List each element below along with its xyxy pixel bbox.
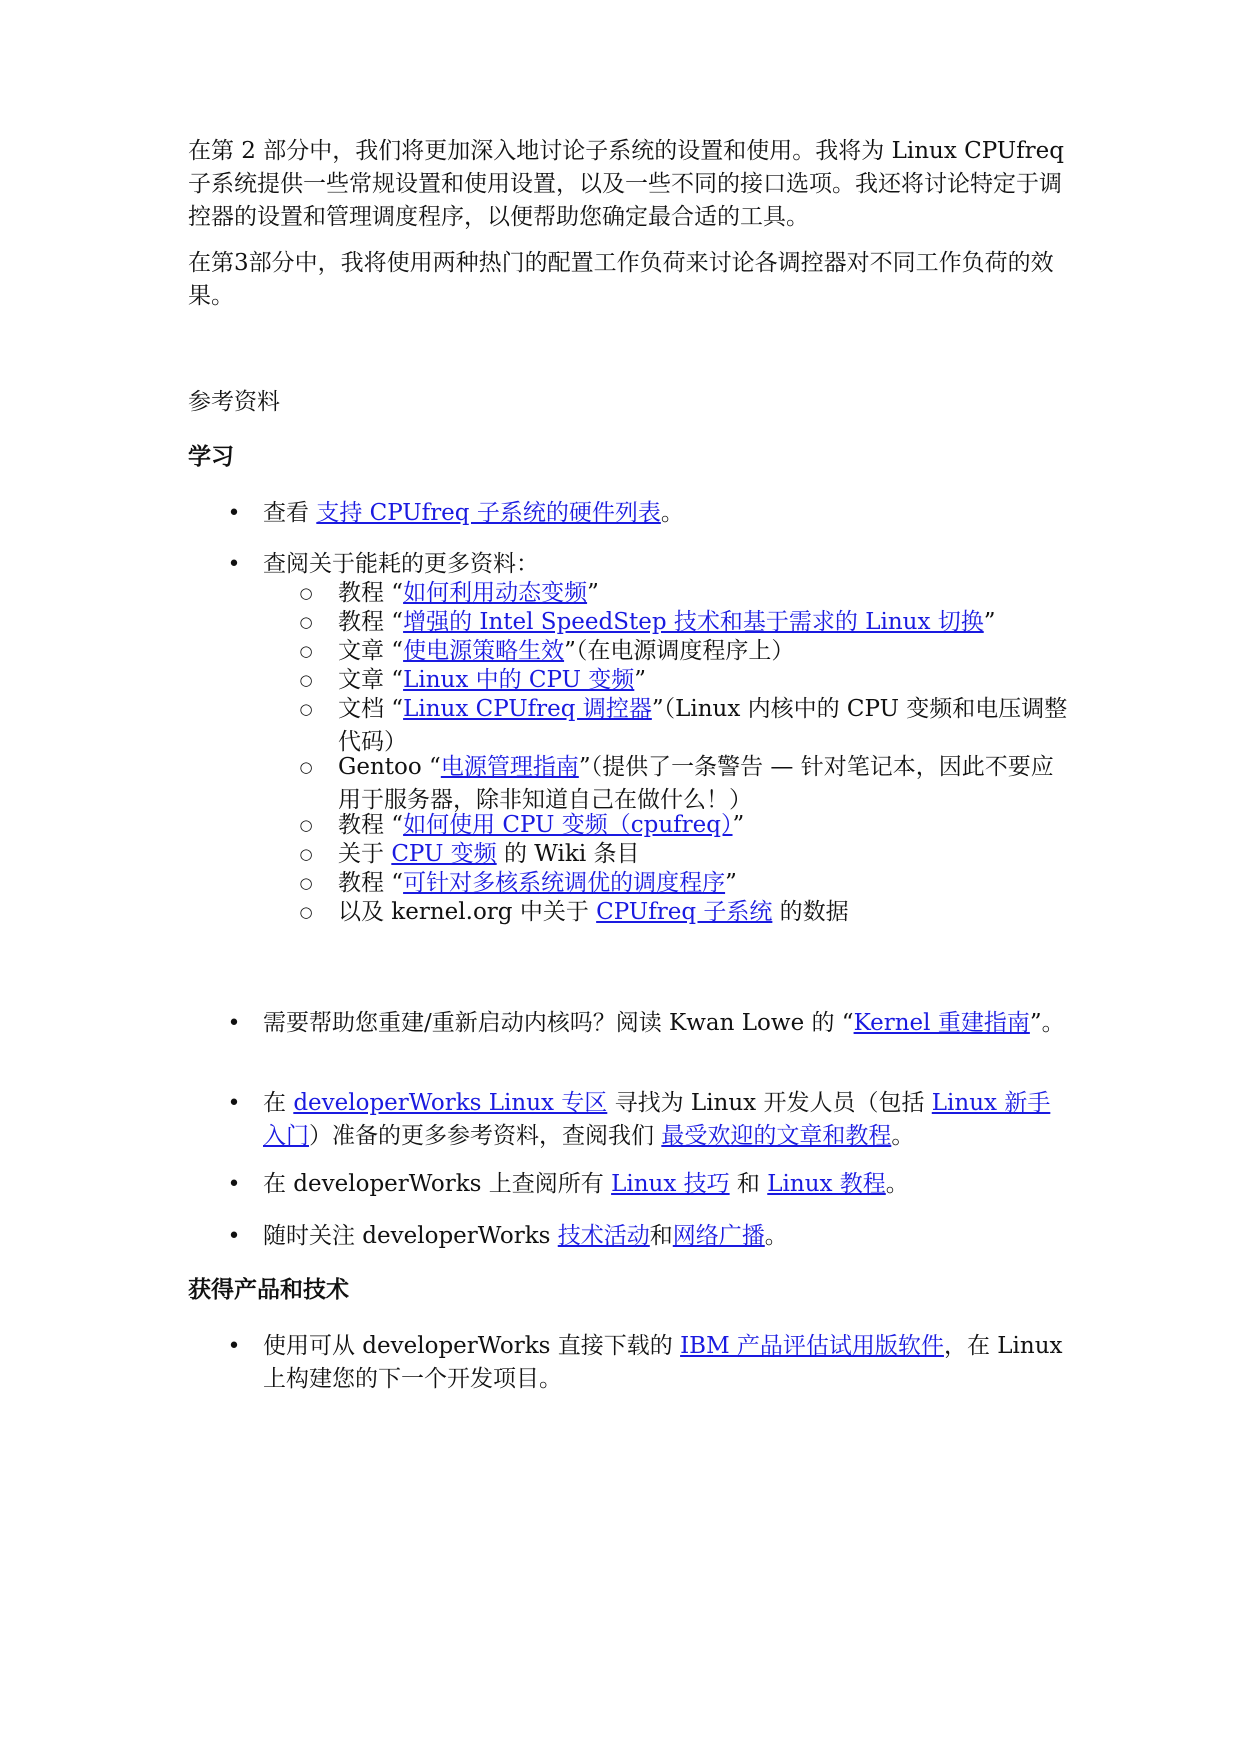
kernel-org-cpufreq-link[interactable]: CPUfreq 子系统 <box>596 899 773 925</box>
linux-cpu-freq-article-link[interactable]: Linux 中的 CPU 变频 <box>403 667 635 693</box>
linux-tips-link[interactable]: Linux 技巧 <box>611 1171 730 1197</box>
bullet-icon: • <box>227 1172 241 1197</box>
linux-tutorials-link[interactable]: Linux 教程 <box>767 1171 886 1197</box>
linux-newbie-link[interactable]: Linux 新手入门 <box>263 1090 1051 1149</box>
products-heading: 获得产品和技术 <box>188 1277 349 1303</box>
bullet-text: 需要帮助您重建/重新启动内核吗？阅读 Kwan Lowe 的 “Kernel 重建指南”。 <box>263 1010 1065 1036</box>
kernel-rebuild-guide-link[interactable]: Kernel 重建指南 <box>853 1010 1030 1036</box>
power-policy-article-link[interactable]: 使电源策略生效 <box>403 638 565 664</box>
resources-title: 参考资料 <box>188 389 280 415</box>
circle-bullet-icon: ○ <box>299 613 313 631</box>
circle-bullet-icon: ○ <box>299 903 313 921</box>
bullet-icon: • <box>227 1334 241 1359</box>
speedstep-tutorial-link[interactable]: 增强的 Intel SpeedStep 技术和基于需求的 Linux 切换 <box>403 609 984 635</box>
developerworks-linux-zone-link[interactable]: developerWorks Linux 专区 <box>293 1090 608 1116</box>
bullet-text: 在 developerWorks Linux 专区 寻找为 Linux 开发人员（包括 Linux 新手入门）准备的更多参考资料，查阅我们 最受欢迎的文章和教程。 <box>263 1090 1051 1149</box>
multicore-scheduler-tutorial-link[interactable]: 可针对多核系统调优的调度程序 <box>403 870 726 896</box>
bullet-icon: • <box>227 1011 241 1036</box>
bullet-text: 查看 支持 CPUfreq 子系统的硬件列表。 <box>263 500 684 526</box>
tech-events-link[interactable]: 技术活动 <box>557 1223 650 1249</box>
dynamic-freq-tutorial-link[interactable]: 如何利用动态变频 <box>403 580 588 606</box>
popular-articles-link[interactable]: 最受欢迎的文章和教程 <box>661 1123 892 1149</box>
circle-bullet-icon: ○ <box>299 758 313 776</box>
circle-bullet-icon: ○ <box>299 671 313 689</box>
gentoo-power-guide-link[interactable]: 电源管理指南 <box>440 754 579 780</box>
circle-bullet-icon: ○ <box>299 874 313 892</box>
bullet-icon: • <box>227 552 241 577</box>
circle-bullet-icon: ○ <box>299 816 313 834</box>
bullet-icon: • <box>227 1224 241 1249</box>
circle-bullet-icon: ○ <box>299 584 313 602</box>
cpufreq-governors-doc-link[interactable]: Linux CPUfreq 调控器 <box>403 696 652 722</box>
circle-bullet-icon: ○ <box>299 845 313 863</box>
circle-bullet-icon: ○ <box>299 700 313 718</box>
bullet-text: 使用可从 developerWorks 直接下载的 IBM 产品评估试用版软件，在 Linux 上构建您的下一个开发项目。 <box>263 1333 1063 1392</box>
circle-bullet-icon: ○ <box>299 642 313 660</box>
cpufreq-howto-tutorial-link[interactable]: 如何使用 CPU 变频（cpufreq） <box>403 812 733 838</box>
intro-paragraph-1: 在第 2 部分中，我们将更加深入地讨论子系统的设置和使用。我将为 Linux CPUfreq 子系统提供一些常规设置和使用设置，以及一些不同的接口选项。我还将讨论特定于调控器的设置和管理调度程序，以便帮助您确定最合适的工具。 <box>188 138 1064 230</box>
bullet-icon: • <box>227 1091 241 1116</box>
webcasts-link[interactable]: 网络广播 <box>672 1223 765 1249</box>
hardware-list-link[interactable]: 支持 CPUfreq 子系统的硬件列表 <box>316 500 661 526</box>
cpu-freq-wiki-link[interactable]: CPU 变频 <box>391 841 497 867</box>
bullet-text: 查阅关于能耗的更多资料： <box>263 551 539 577</box>
bullet-text: 在 developerWorks 上查阅所有 Linux 技巧 和 Linux 教程。 <box>263 1171 909 1197</box>
learn-heading: 学习 <box>188 444 234 470</box>
bullet-icon: • <box>227 501 241 526</box>
ibm-trial-software-link[interactable]: IBM 产品评估试用版软件 <box>680 1333 944 1359</box>
bullet-text: 随时关注 developerWorks 技术活动和网络广播。 <box>263 1223 788 1249</box>
intro-paragraph-2: 在第3部分中，我将使用两种热门的配置工作负荷来讨论各调控器对不同工作负荷的效果。 <box>188 250 1054 309</box>
